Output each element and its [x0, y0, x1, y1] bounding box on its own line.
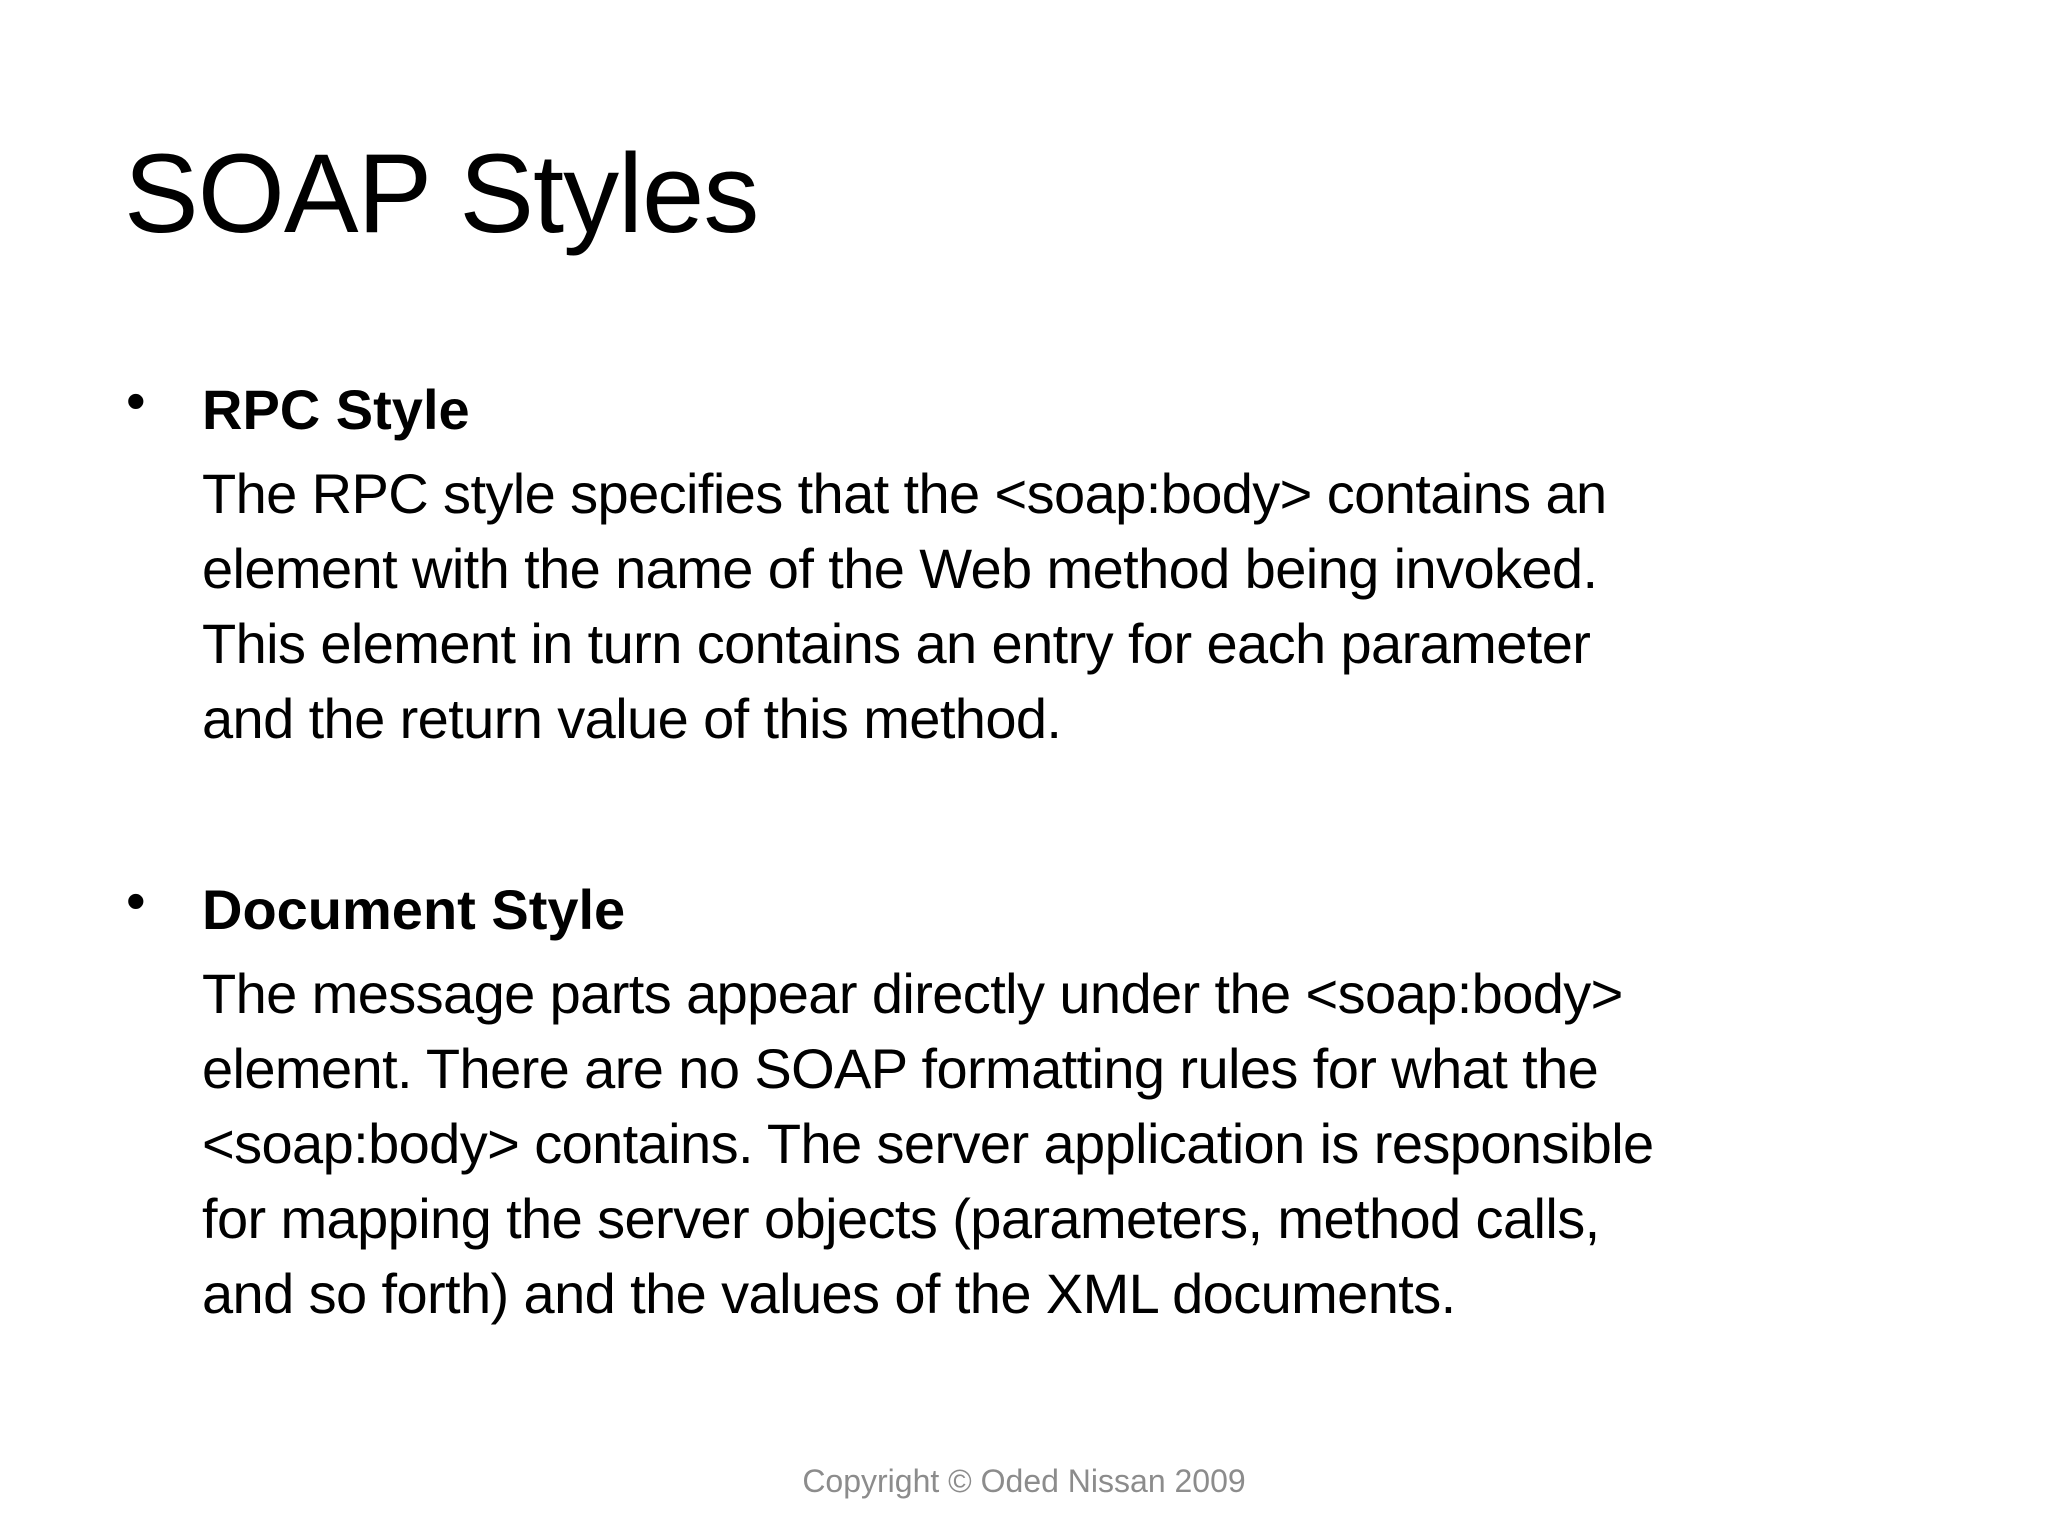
body-line: and so forth) and the values of the XML documents.: [202, 1262, 1456, 1325]
bullet-heading: RPC Style: [202, 378, 470, 441]
body-line: <soap:body> contains. The server application is responsible: [202, 1112, 1654, 1175]
body-line: This element in turn contains an entry for each parameter: [202, 612, 1591, 675]
bullet-item-document-style: [124, 869, 1944, 1331]
body-line: and the return value of this method.: [202, 687, 1062, 750]
copyright-footer: Copyright © Oded Nissan 2009: [802, 1463, 1246, 1499]
bullet-item-rpc-style: [124, 369, 1944, 756]
bullet-marker: •: [126, 369, 146, 432]
bullet-marker: •: [126, 869, 146, 932]
body-line: for mapping the server objects (parameters, method calls,: [202, 1187, 1600, 1250]
bullet-body: [202, 956, 1944, 1331]
slide-title: SOAP Styles: [124, 131, 759, 256]
bullet-body: [202, 456, 1944, 756]
body-line: element with the name of the Web method being invoked.: [202, 537, 1598, 600]
bullet-heading: Document Style: [202, 878, 626, 941]
body-line: The message parts appear directly under the <soap:body>: [202, 962, 1623, 1025]
bullet-list: [124, 369, 1944, 1331]
body-line: element. There are no SOAP formatting rules for what the: [202, 1037, 1599, 1100]
body-line: The RPC style specifies that the <soap:body> contains an: [202, 462, 1607, 525]
